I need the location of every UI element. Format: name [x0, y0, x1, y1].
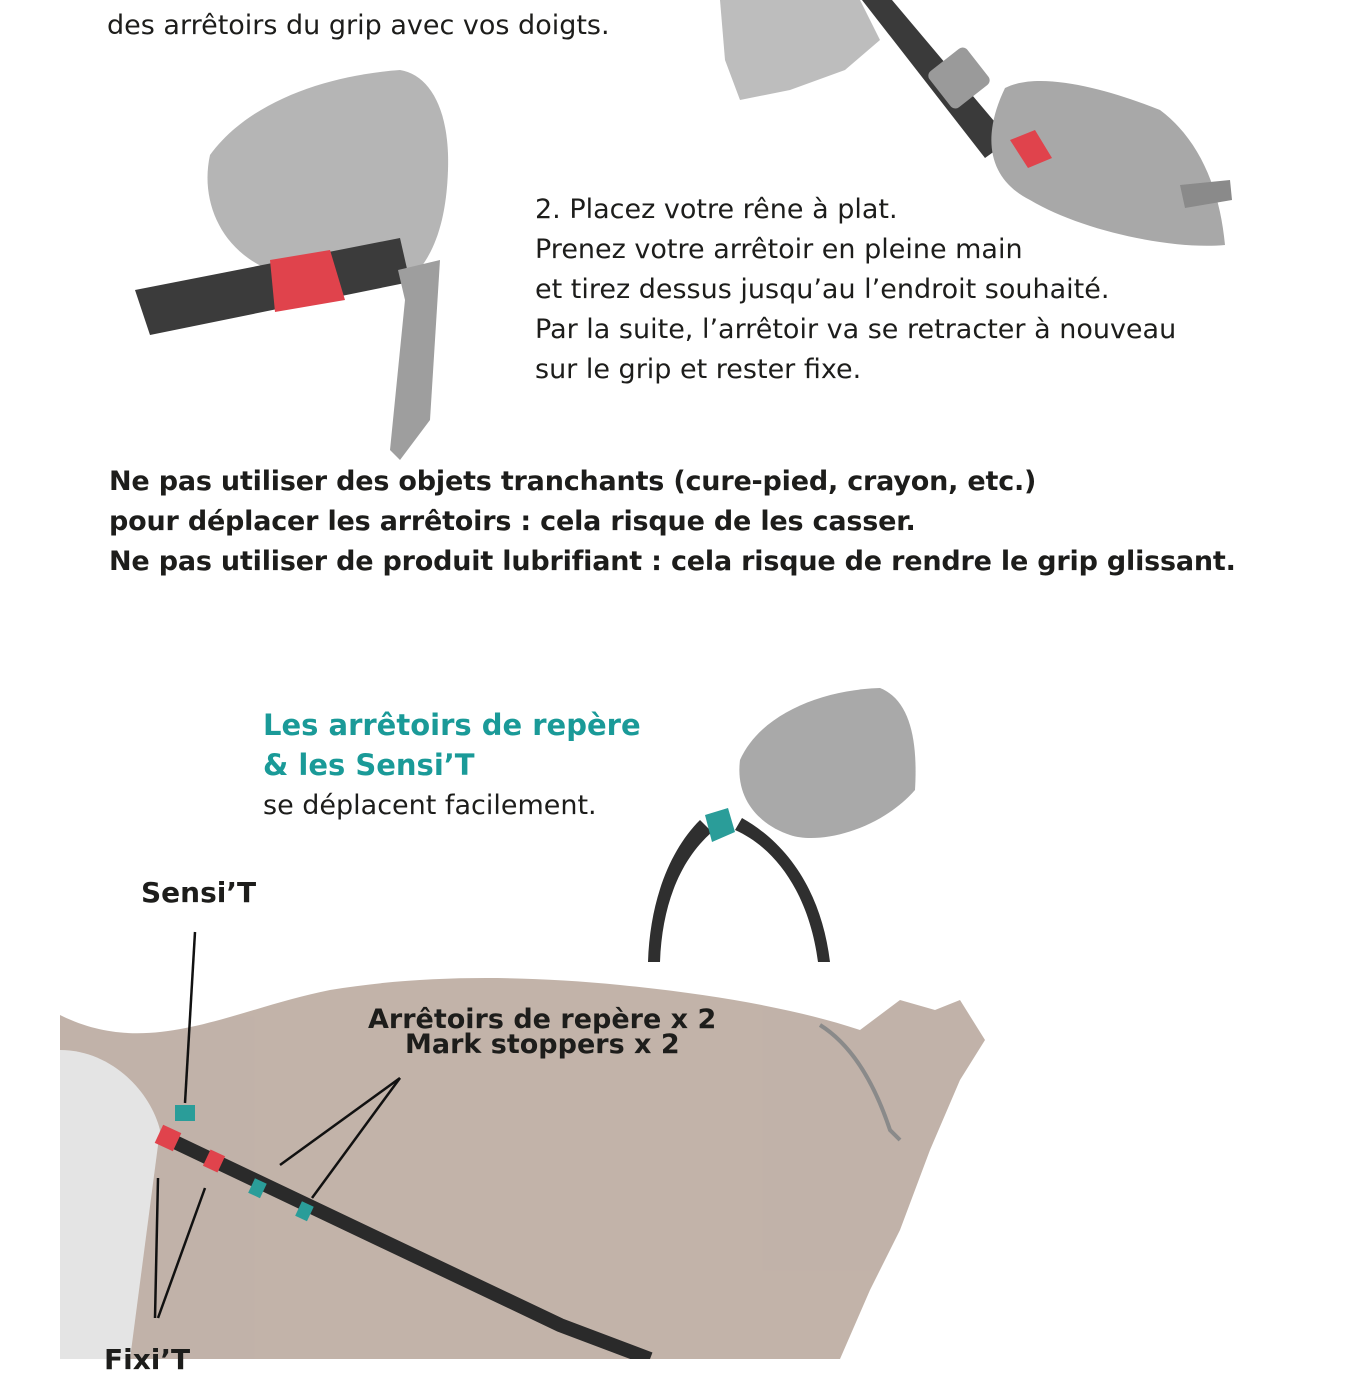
sensi-label: Sensi’T	[141, 876, 257, 909]
marker-section-subtext: se déplacent facilement.	[263, 790, 597, 821]
step2-line: sur le grip et rester fixe.	[535, 354, 862, 385]
mark-stoppers-label-fr: Arrêtoirs de repère x 2	[368, 1004, 717, 1035]
step2-instructions	[535, 190, 1176, 390]
hand-holding-rein-loop-illustration	[648, 688, 916, 962]
step2-line: 2. Placez votre rêne à plat.	[535, 194, 898, 225]
step2-line: Prenez votre arrêtoir en pleine main	[535, 234, 1023, 265]
step2-line: Par la suite, l’arrêtoir va se retracter à nouveau	[535, 314, 1177, 345]
warning-line: pour déplacer les arrêtoirs : cela risque de les casser.	[109, 506, 916, 537]
warning-line: Ne pas utiliser de produit lubrifiant : cela risque de rendre le grip glissant.	[109, 546, 1236, 577]
mark-stoppers-label-en: Mark stoppers x 2	[405, 1029, 680, 1060]
warning-line: Ne pas utiliser des objets tranchants (cure-pied, crayon, etc.)	[109, 466, 1037, 497]
marker-section-heading	[263, 705, 641, 785]
heading-line: Les arrêtoirs de repère	[263, 708, 641, 742]
heading-line: & les Sensi’T	[263, 748, 475, 782]
warning-notice	[109, 462, 1236, 582]
fixi-label: Fixi’T	[104, 1343, 191, 1376]
hand-on-grip-illustration	[135, 70, 448, 460]
step1-text: des arrêtoirs du grip avec vos doigts.	[107, 10, 610, 41]
step2-line: et tirez dessus jusqu’au l’endroit souhaité.	[535, 274, 1110, 305]
